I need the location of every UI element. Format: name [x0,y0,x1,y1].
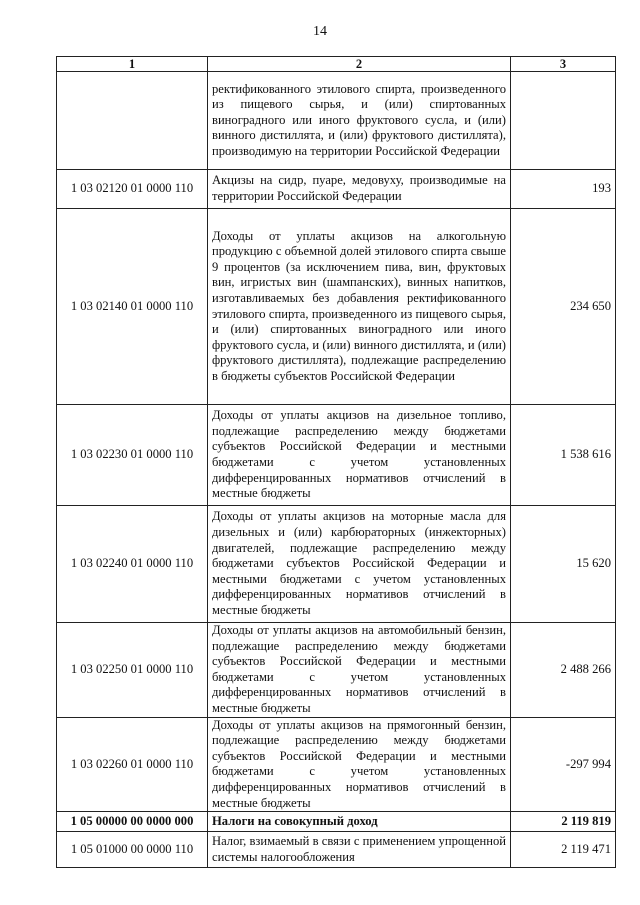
revenue-amount: 2 119 471 [511,832,616,868]
revenue-code: 1 03 02140 01 0000 110 [57,209,208,405]
revenue-amount: -297 994 [511,717,616,812]
revenue-amount: 193 [511,170,616,209]
revenue-description: Налоги на совокупный доход [208,812,511,832]
column-header-description: 2 [208,57,511,72]
page-number: 14 [313,24,327,39]
table-row [57,506,616,623]
revenue-code: 1 03 02230 01 0000 110 [57,405,208,506]
revenue-code: 1 05 00000 00 0000 000 [57,812,208,832]
table-row [57,812,616,832]
revenue-amount: 2 488 266 [511,623,616,718]
revenue-description: Доходы от уплаты акцизов на прямогонный бензин, подлежащие распределению между бюджетами субъектов Российской Федерации и местными бюджетами с учетом установленных дифференцированных нормативов отчислений в местные бюджеты [208,717,511,812]
table-header-row [57,57,616,72]
column-header-code: 1 [57,57,208,72]
column-header-amount: 3 [511,57,616,72]
revenue-description: Доходы от уплаты акцизов на дизельное топливо, подлежащие распределению между бюджетами субъектов Российской Федерации и местными бюджетами с учетом установленных дифференцированных нормативов отчислений в местные бюджеты [208,405,511,506]
table-row [57,717,616,812]
revenue-description: ректификованного этилового спирта, произведенного из пищевого сырья, и (или) спиртованных виноградного или иного фруктового сусла, и (или) винного дистиллята, и (или) фруктового дистиллята), производимую на территории Российской Федерации [208,72,511,170]
table-row [57,623,616,718]
revenue-description: Доходы от уплаты акцизов на моторные масла для дизельных и (или) карбюраторных (инжекторных) двигателей, подлежащие распределению между бюджетами субъектов Российской Федерации и местными бюджетами с учетом установленных дифференцированных нормативов отчислений в местные бюджеты [208,506,511,623]
revenue-code: 1 03 02260 01 0000 110 [57,717,208,812]
revenue-amount: 2 119 819 [511,812,616,832]
revenue-description: Акцизы на сидр, пуаре, медовуху, производимые на территории Российской Федерации [208,170,511,209]
revenue-code: 1 03 02240 01 0000 110 [57,506,208,623]
table-row [57,72,616,170]
revenue-description: Доходы от уплаты акцизов на алкогольную продукцию с объемной долей этилового спирта свыше 9 процентов (за исключением пива, вин, фруктовых вин, игристых вин (шампанских), винных напитков, изготавливаемых без добавления ректификованного этилового спирта, произведенного из пищевого сырья, и (или) спиртованных виноградного или иного фруктового сусла, и (или) винного дистиллята, и (или) фруктового дистиллята), подлежащие распределению в бюджеты субъектов Российской Федерации [208,209,511,405]
revenue-amount: 234 650 [511,209,616,405]
revenue-table [56,56,616,868]
revenue-description: Налог, взимаемый в связи с применением упрощенной системы налогообложения [208,832,511,868]
revenue-code [57,72,208,170]
revenue-code: 1 05 01000 00 0000 110 [57,832,208,868]
table-row [57,832,616,868]
revenue-amount [511,72,616,170]
revenue-description: Доходы от уплаты акцизов на автомобильный бензин, подлежащие распределению между бюджетами субъектов Российской Федерации и местными бюджетами с учетом установленных дифференцированных нормативов отчислений в местные бюджеты [208,623,511,718]
table-row [57,170,616,209]
revenue-amount: 1 538 616 [511,405,616,506]
revenue-code: 1 03 02120 01 0000 110 [57,170,208,209]
revenue-amount: 15 620 [511,506,616,623]
revenue-code: 1 03 02250 01 0000 110 [57,623,208,718]
table-row [57,405,616,506]
table-row [57,209,616,405]
